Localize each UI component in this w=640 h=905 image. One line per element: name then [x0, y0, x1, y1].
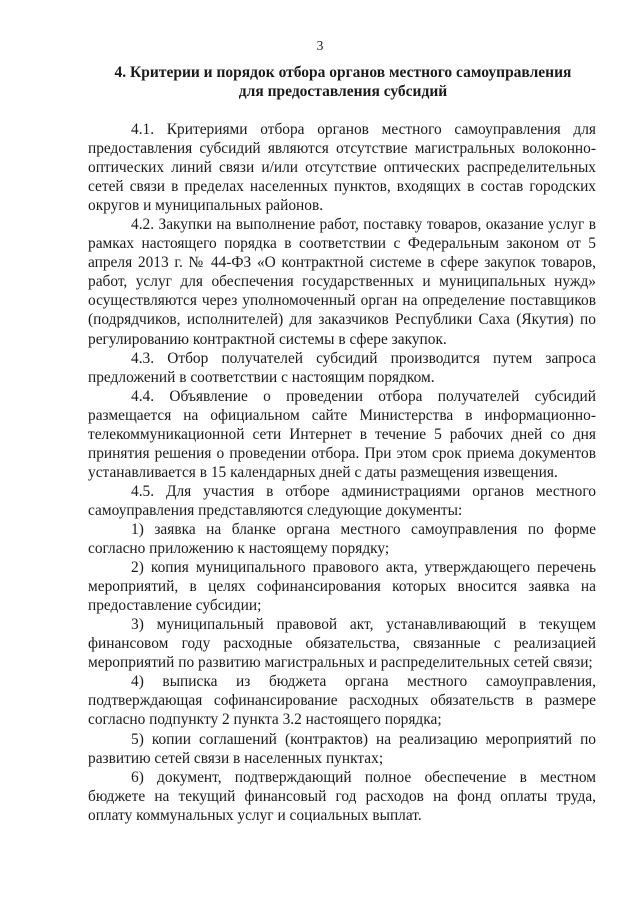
list-item-3: 3) муниципальный правовой акт, устанавливающий в текущем финансовом году расходные обязательства, связанные с реализацией мероприятий по развитию магистральных и распределительных сетей связи;: [88, 616, 596, 672]
list-item-4: 4) выписка из бюджета органа местного самоуправления, подтверждающая софинансирование расходных обязательств в размере согласно подпункту 2 пункта 3.2 настоящего порядка;: [88, 673, 596, 729]
paragraph-4-2: 4.2. Закупки на выполнение работ, поставку товаров, оказание услуг в рамках настоящего порядка в соответствии с Федеральным законом от 5 апреля 2013 г. № 44-ФЗ «О контрактной системе в сфере закупок товаров, работ, услуг для обеспечения государственных и муниципальных нужд» осуществляются через уполномоченный орган на определение поставщиков (подрядчиков, исполнителей) для заказчиков Республики Саха (Якутия) по регулированию контрактной системы в сфере закупок.: [88, 216, 596, 348]
section-heading: [88, 63, 598, 101]
section-heading-line-1: 4. Критерии и порядок отбора органов местного самоуправления: [114, 64, 572, 81]
paragraph-4-3: 4.3. Отбор получателей субсидий производится путем запроса предложений в соответствии с настоящим порядком.: [88, 349, 596, 386]
list-item-2: 2) копия муниципального правового акта, утверждающего перечень мероприятий, в целях софинансирования которых вносится заявка на предоставление субсидии;: [88, 559, 596, 615]
section-heading-line-2: для предоставления субсидий: [238, 83, 448, 100]
paragraph-4-5: 4.5. Для участия в отборе администрациями органов местного самоуправления представляются следующие документы:: [88, 482, 596, 519]
list-item-1: 1) заявка на бланке органа местного самоуправления по форме согласно приложению к настоящему порядку;: [88, 520, 596, 558]
list-item-5: 5) копии соглашений (контрактов) на реализацию мероприятий по развитию сетей связи в населенных пунктах;: [88, 730, 596, 767]
paragraph-4-4: 4.4. Объявление о проведении отбора получателей субсидий размещается на официальном сайте Министерства в информационно-телекоммуникационной сети Интернет в течение 5 рабочих дней со дня принятия решения о проведении отбора. При этом срок приема документов устанавливается в 15 календарных дней с даты размещения извещения.: [88, 387, 596, 481]
page-number: 3: [316, 38, 324, 53]
paragraph-4-1: 4.1. Критериями отбора органов местного самоуправления для предоставления субсидий являются отсутствие магистральных волоконно-оптических линий связи и/или отсутствие оптических распределительных сетей связи в пределах населенных пунктов, входящих в состав городских округов и муниципальных районов.: [88, 121, 596, 215]
section-body: [88, 120, 596, 825]
list-item-6: 6) документ, подтверждающий полное обеспечение в местном бюджете на текущий финансовый год расходов на фонд оплаты труда, оплату коммунальных услуг и социальных выплат.: [88, 768, 596, 824]
